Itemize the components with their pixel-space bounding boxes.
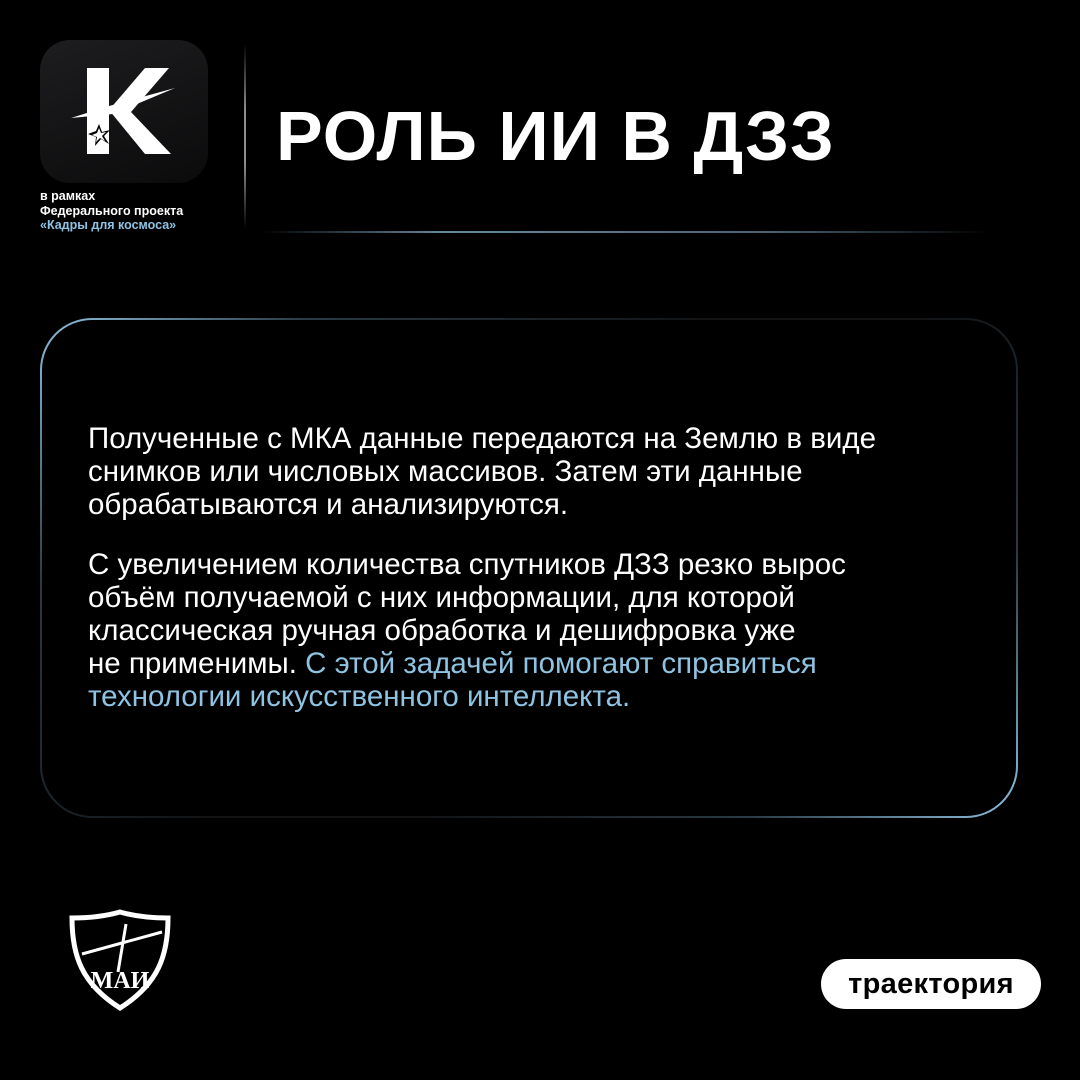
- paragraph-2: [88, 548, 976, 713]
- paragraph-2-line-4: [88, 647, 976, 680]
- mai-logo: [68, 908, 172, 1012]
- paragraph-1-line-3: обрабатываются и анализируются.: [88, 488, 569, 521]
- vertical-divider: [244, 44, 246, 229]
- paragraph-1: [88, 422, 976, 521]
- card-text: [88, 422, 976, 713]
- mai-logo-text: МАИ: [90, 968, 150, 994]
- highlight-text-1: С этой задачей помогают справиться: [305, 647, 817, 680]
- paragraph-2-line-4-text: не применимы.: [88, 647, 297, 680]
- trajectory-badge: траектория: [821, 959, 1041, 1009]
- paragraph-2-line-3: классическая ручная обработка и дешифровка уже: [88, 614, 796, 647]
- caption-line-1: в рамках: [40, 189, 96, 203]
- kadry-logo: [40, 40, 208, 183]
- caption-line-2: Федерального проекта: [40, 203, 184, 218]
- paragraph-2-line-1: С увеличением количества спутников ДЗЗ резко вырос: [88, 548, 846, 581]
- letter-k-star-icon: [69, 62, 179, 162]
- title-underline: [262, 231, 990, 233]
- paragraph-2-line-2: объём получаемой с них информации, для которой: [88, 581, 795, 614]
- caption-line-3: «Кадры для космоса»: [40, 218, 177, 232]
- paragraph-1-line-1: Полученные с МКА данные передаются на Землю в виде: [88, 422, 876, 455]
- logo-caption: [40, 189, 230, 233]
- highlight-text-2: технологии искусственного интеллекта.: [88, 680, 631, 713]
- content-card: [40, 318, 1018, 818]
- paragraph-1-line-2: снимков или числовых массивов. Затем эти данные: [88, 455, 803, 488]
- page-title: РОЛЬ ИИ В ДЗЗ: [276, 97, 835, 175]
- airplane-stroke: [118, 924, 126, 972]
- content-card-inner: [42, 320, 1016, 816]
